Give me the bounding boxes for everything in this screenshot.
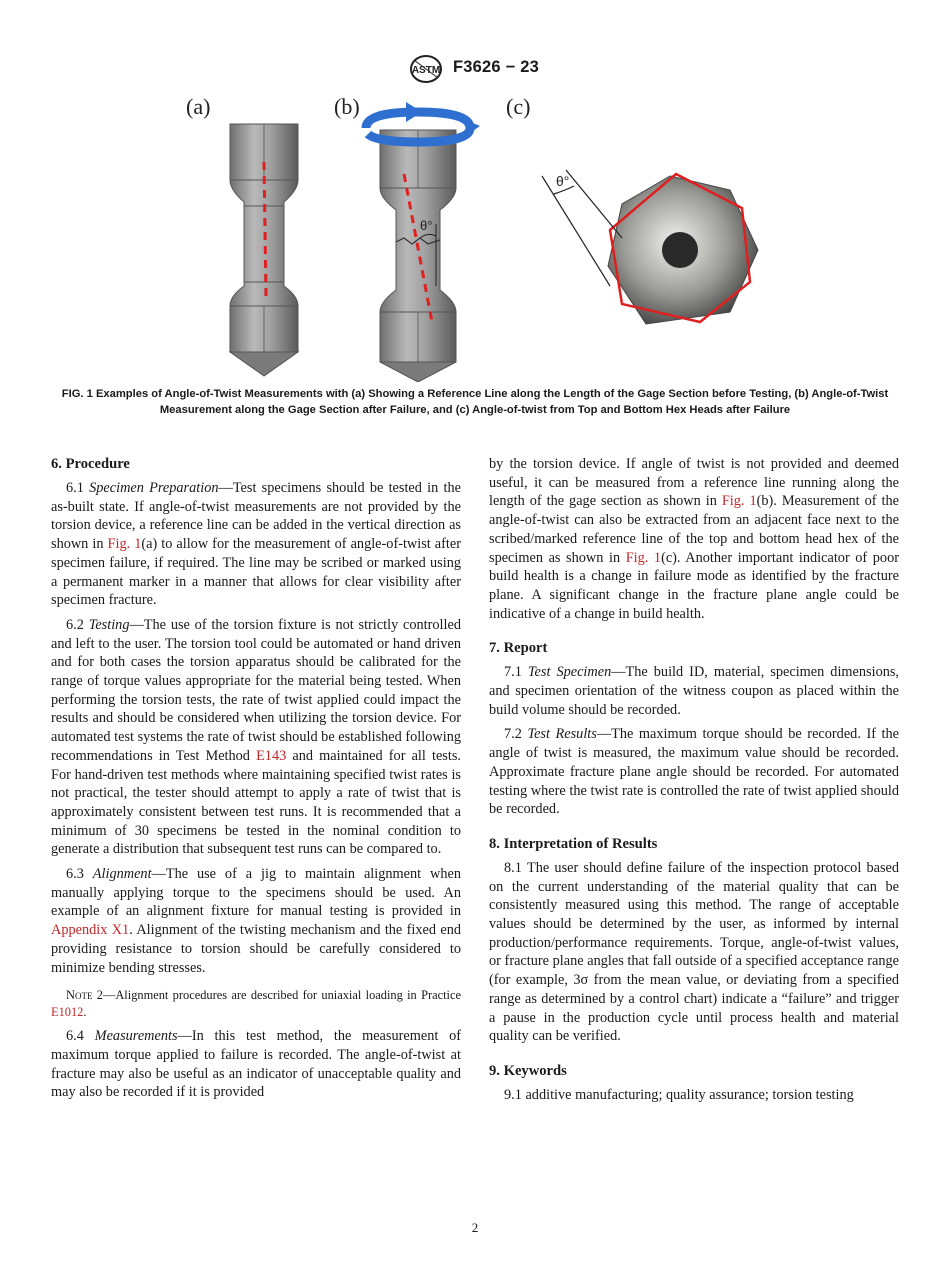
astm-logo <box>408 54 444 84</box>
right-column <box>489 455 899 1111</box>
figure-1 <box>170 90 780 382</box>
fracture-face-c <box>542 170 758 324</box>
panel-label-b: (b) <box>334 94 360 119</box>
paragraph-6-4-continued: by the torsion device. If angle of twist is not provided and deemed useful, it can be measured from a reference line running along the length of the gage section as shown in Fig. 1(b). Measurement of the angle-of-twist can also be extracted from an adjacent face next to the scribed/marked reference line of the top and bottom head hex of the specimen as shown in Fig. 1(c). Another important indicator of poor build health is a change in failure mode as identified by the fracture plane. A significant change in the fracture plane angle could be indicative of a change in build health. <box>489 456 899 622</box>
specimen-a <box>230 124 298 376</box>
note-2: Note 2—Alignment procedures are described for uniaxial loading in Practice E1012. <box>51 988 461 1020</box>
paragraph-6-1: 6.1 Specimen Preparation—Test specimens should be tested in the as-built state. If angle-of-twist measurements are not provided by the torsion device, a reference line can be added in the vertical direction as shown in Fig. 1(a) to allow for the measurement of angle-of-twist after specimen failure, if required. The line may be scribed or marked using a permanent marker in a manner that allows for clear visibility after specimen fracture. <box>51 480 461 609</box>
paragraph-6-2: 6.2 Testing—The use of the torsion fixture is not strictly controlled and left to the user. The torsion tool could be automated or hand driven and for both cases the torsion apparatus should be calibrated for the range of torque values appropriate for the material being tested. When performing the torsion tests, the rate of twist applied could impact the results and should be considered when utilizing the torsion device. For automated test systems the rate of twist should be established following recommendations in Test Method E143 and maintained for all tests. For hand-driven test methods where maintaining specified twist rates is not practical, the tester should attempt to apply a rate of twist that is approximately consistent between test runs. It is recommended that a minimum of 30 specimens be tested in the nominal condition to generate a distribution that subsequent test runs can be compared to. <box>51 616 461 858</box>
paragraph-7-2: 7.2 Test Results—The maximum torque should be recorded. If the angle of twist is measured, the maximum value should be recorded. Approximate fracture plane angle should be recorded. For automated testing where the twist rate is controlled the rate of twist applied should be recorded. <box>489 726 900 818</box>
figure-caption: FIG. 1 Examples of Angle-of-Twist Measurements with (a) Showing a Reference Line along the Length of the Gage Section before Testing, (b) Angle-of-Twist Measurement along the Gage Section after Failure, and (c) Angle-of-twist from Top and Bottom Hex Heads after Failure <box>61 388 889 417</box>
figure-illustration <box>170 90 780 382</box>
appendix-x1-link[interactable]: Appendix X1 <box>51 922 130 939</box>
panel-label-a: (a) <box>186 94 211 119</box>
angle-label-c: θ° <box>556 173 570 189</box>
heading-procedure: 6. Procedure <box>51 456 130 472</box>
e143-link[interactable]: E143 <box>256 747 287 764</box>
fig-1-link-b[interactable]: Fig. 1 <box>721 493 757 510</box>
standard-designation: F3626 − 23 <box>453 58 539 76</box>
svg-text:ASTM: ASTM <box>411 65 441 76</box>
heading-interpretation: 8. Interpretation of Results <box>489 835 658 852</box>
paragraph-6-4: 6.4 Measurements—In this test method, the measurement of maximum torque applied to failure is recorded. The angle-of-twist at fracture may also be useful as an indicator of unacceptable quality and may also be recorded if it is provided <box>51 1028 462 1101</box>
page-header <box>0 54 950 86</box>
paragraph-8-1: 8.1 The user should define failure of the inspection protocol based on the current understanding of the material quality that can be consistently measured using this method. The range of acceptable values should be determined by the user, as informed by internal production/performance requirements. Torque, angle-of-twist values, or fracture plane angles that fall outside of a specified acceptance range (for example, 3σ from the mean value, or deviating from a specified range as determined by a control chart) indicate a “failure” and trigger a pause in the production cycle until process health and material quality can be verified. <box>489 859 900 1045</box>
specimen-b <box>366 102 480 382</box>
angle-label-b: θ° <box>420 218 433 233</box>
heading-report: 7. Report <box>489 640 548 657</box>
fig-1-link-c[interactable]: Fig. 1 <box>625 549 662 566</box>
fig-1-link[interactable]: Fig. 1 <box>107 536 142 553</box>
e1012-link[interactable]: E1012 <box>51 1005 84 1020</box>
heading-keywords: 9. Keywords <box>489 1062 567 1079</box>
page-number: 2 <box>471 1220 479 1235</box>
paragraph-9-1: 9.1 additive manufacturing; quality assurance; torsion testing <box>504 1086 854 1103</box>
paragraph-7-1: 7.1 Test Specimen—The build ID, material, specimen dimensions, and specimen orientation of the witness coupon as placed within the build volume should be recorded. <box>489 664 900 718</box>
panel-label-c: (c) <box>506 94 531 119</box>
left-column <box>51 455 461 1108</box>
paragraph-6-3: 6.3 Alignment—The use of a jig to maintain alignment when manually applying torque to the specimens should be used. An example of an alignment fixture for manual testing is provided in Appendix X1. Alignment of the twisting mechanism and the fixed end providing resistance to torsion should be carefully considered to minimize bending stresses. <box>51 866 462 976</box>
